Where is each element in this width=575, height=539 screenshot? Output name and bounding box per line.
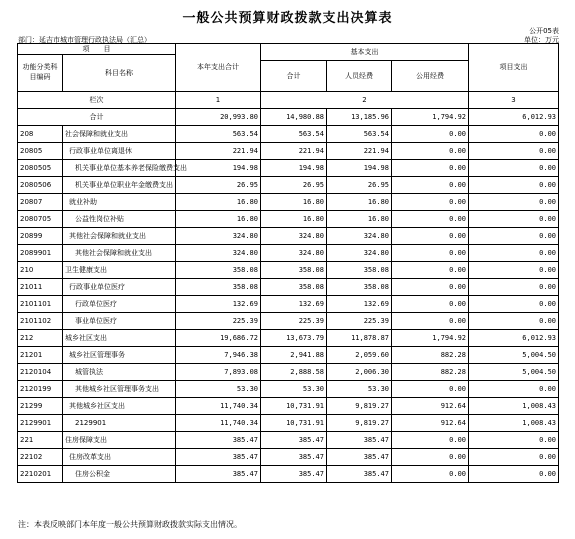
header-item: 项 目 (18, 44, 176, 55)
table-row (18, 211, 559, 228)
table-row (18, 160, 559, 177)
row-basic-total: 132.69 (261, 296, 327, 313)
row-basic-total: 324.80 (261, 245, 327, 262)
footnote: 注：本表反映部门本年度一般公共预算财政拨款实际支出情况。 (18, 520, 242, 529)
row-project: 0.00 (469, 126, 559, 143)
row-code: 20807 (18, 194, 63, 211)
header-basic: 基本支出 (261, 44, 469, 61)
row-name: 行政单位医疗 (63, 296, 176, 313)
table-row (18, 432, 559, 449)
row-project: 5,004.50 (469, 347, 559, 364)
row-personnel: 324.80 (327, 228, 392, 245)
page-title: 一般公共预算财政拨款支出决算表 (182, 11, 393, 26)
row-code: 22102 (18, 449, 63, 466)
table-row (18, 245, 559, 262)
row-public: 0.00 (392, 177, 469, 194)
row-public: 0.00 (392, 279, 469, 296)
total-public-cell: 1,794.92 (392, 109, 469, 126)
row-project: 0.00 (469, 194, 559, 211)
row-basic-total: 16.80 (261, 211, 327, 228)
col-3: 3 (469, 92, 559, 109)
header-public: 公用经费 (392, 61, 469, 92)
row-total: 7,946.38 (176, 347, 261, 364)
table-row (18, 364, 559, 381)
row-basic-total: 2,888.58 (261, 364, 327, 381)
row-total: 358.08 (176, 279, 261, 296)
row-name: 社会保障和就业支出 (63, 126, 176, 143)
row-personnel: 358.08 (327, 279, 392, 296)
row-public: 912.64 (392, 415, 469, 432)
row-name: 其他城乡社区支出 (63, 398, 176, 415)
row-basic-total: 563.54 (261, 126, 327, 143)
row-name: 城乡社区管理事务 (63, 347, 176, 364)
row-project: 0.00 (469, 449, 559, 466)
row-code: 212 (18, 330, 63, 347)
row-total: 385.47 (176, 449, 261, 466)
row-public: 0.00 (392, 262, 469, 279)
row-total: 19,686.72 (176, 330, 261, 347)
row-public: 0.00 (392, 381, 469, 398)
row-public: 0.00 (392, 228, 469, 245)
row-code: 21011 (18, 279, 63, 296)
total-row (18, 109, 559, 126)
header-personnel: 人员经费 (327, 61, 392, 92)
row-project: 6,012.93 (469, 330, 559, 347)
row-code: 21201 (18, 347, 63, 364)
row-personnel: 16.80 (327, 211, 392, 228)
row-public: 0.00 (392, 296, 469, 313)
row-public: 1,794.92 (392, 330, 469, 347)
row-code: 2120199 (18, 381, 63, 398)
row-public: 0.00 (392, 245, 469, 262)
total-label: 合计 (18, 109, 176, 126)
row-project: 0.00 (469, 228, 559, 245)
table-row (18, 177, 559, 194)
row-name: 住房改革支出 (63, 449, 176, 466)
table-row (18, 381, 559, 398)
table-row (18, 279, 559, 296)
row-project: 0.00 (469, 279, 559, 296)
row-code: 221 (18, 432, 63, 449)
row-code: 20805 (18, 143, 63, 160)
row-project: 0.00 (469, 432, 559, 449)
row-total: 385.47 (176, 432, 261, 449)
row-total: 26.95 (176, 177, 261, 194)
row-code: 2101102 (18, 313, 63, 330)
row-project: 0.00 (469, 313, 559, 330)
row-basic-total: 221.94 (261, 143, 327, 160)
row-name: 行政事业单位医疗 (63, 279, 176, 296)
row-code: 2080505 (18, 160, 63, 177)
row-public: 0.00 (392, 432, 469, 449)
row-total: 385.47 (176, 466, 261, 483)
table-row (18, 143, 559, 160)
row-name: 住房保障支出 (63, 432, 176, 449)
row-total: 53.30 (176, 381, 261, 398)
row-basic-total: 2,941.88 (261, 347, 327, 364)
row-total: 563.54 (176, 126, 261, 143)
row-public: 882.28 (392, 364, 469, 381)
table-row (18, 262, 559, 279)
row-name: 2129901 (63, 415, 176, 432)
header-subject-name: 科目名称 (63, 55, 176, 92)
row-code: 2080506 (18, 177, 63, 194)
row-personnel: 225.39 (327, 313, 392, 330)
row-personnel: 26.95 (327, 177, 392, 194)
row-name: 公益性岗位补贴 (63, 211, 176, 228)
row-personnel: 385.47 (327, 466, 392, 483)
row-code: 20899 (18, 228, 63, 245)
row-personnel: 16.80 (327, 194, 392, 211)
table-row (18, 126, 559, 143)
row-basic-total: 194.98 (261, 160, 327, 177)
row-project: 1,008.43 (469, 398, 559, 415)
row-project: 0.00 (469, 381, 559, 398)
row-basic-total: 385.47 (261, 466, 327, 483)
row-name: 城乡社区支出 (63, 330, 176, 347)
total-cell: 20,993.80 (176, 109, 261, 126)
row-project: 0.00 (469, 177, 559, 194)
row-basic-total: 358.08 (261, 279, 327, 296)
department-label: 部门：延吉市城市管理行政执法局（汇总） (18, 36, 151, 44)
table-number: 公开05表 (529, 27, 559, 35)
row-project: 5,004.50 (469, 364, 559, 381)
row-code: 208 (18, 126, 63, 143)
row-project: 0.00 (469, 466, 559, 483)
row-total: 324.80 (176, 228, 261, 245)
table-row (18, 228, 559, 245)
unit-label: 单位：万元 (524, 36, 559, 44)
row-basic-total: 324.80 (261, 228, 327, 245)
row-basic-total: 13,673.79 (261, 330, 327, 347)
row-personnel: 53.30 (327, 381, 392, 398)
table-row (18, 313, 559, 330)
expenditure-table (17, 43, 559, 483)
row-project: 0.00 (469, 296, 559, 313)
row-basic-total: 358.08 (261, 262, 327, 279)
row-code: 2101101 (18, 296, 63, 313)
row-total: 11,740.34 (176, 415, 261, 432)
row-code: 2129901 (18, 415, 63, 432)
row-name: 城管执法 (63, 364, 176, 381)
row-basic-total: 26.95 (261, 177, 327, 194)
row-personnel: 9,819.27 (327, 415, 392, 432)
row-total: 225.39 (176, 313, 261, 330)
row-code: 210 (18, 262, 63, 279)
row-project: 0.00 (469, 211, 559, 228)
row-project: 1,008.43 (469, 415, 559, 432)
row-name: 机关事业单位职业年金缴费支出 (63, 177, 176, 194)
col-1: 1 (176, 92, 261, 109)
row-total: 324.80 (176, 245, 261, 262)
total-project-cell: 6,012.93 (469, 109, 559, 126)
row-basic-total: 225.39 (261, 313, 327, 330)
table-row (18, 466, 559, 483)
row-code: 21299 (18, 398, 63, 415)
row-code: 2089901 (18, 245, 63, 262)
row-basic-total: 53.30 (261, 381, 327, 398)
row-code: 2080705 (18, 211, 63, 228)
row-public: 0.00 (392, 126, 469, 143)
row-name: 机关事业单位基本养老保险缴费支出 (63, 160, 176, 177)
row-personnel: 563.54 (327, 126, 392, 143)
row-project: 0.00 (469, 160, 559, 177)
row-total: 221.94 (176, 143, 261, 160)
total-basic-cell: 14,980.88 (261, 109, 327, 126)
table-row (18, 449, 559, 466)
row-personnel: 221.94 (327, 143, 392, 160)
row-total: 194.98 (176, 160, 261, 177)
row-public: 0.00 (392, 466, 469, 483)
header-func-code: 功能分类科目编码 (18, 55, 63, 92)
col-label: 栏次 (18, 92, 176, 109)
row-public: 882.28 (392, 347, 469, 364)
row-public: 0.00 (392, 194, 469, 211)
row-personnel: 2,059.60 (327, 347, 392, 364)
row-basic-total: 10,731.91 (261, 415, 327, 432)
table-row (18, 194, 559, 211)
row-basic-total: 16.80 (261, 194, 327, 211)
row-public: 0.00 (392, 143, 469, 160)
row-total: 132.69 (176, 296, 261, 313)
row-code: 2210201 (18, 466, 63, 483)
row-name: 其他社会保障和就业支出 (63, 228, 176, 245)
table-row (18, 415, 559, 432)
total-personnel-cell: 13,185.96 (327, 109, 392, 126)
row-total: 11,740.34 (176, 398, 261, 415)
row-name: 卫生健康支出 (63, 262, 176, 279)
row-name: 住房公积金 (63, 466, 176, 483)
row-basic-total: 10,731.91 (261, 398, 327, 415)
row-personnel: 194.98 (327, 160, 392, 177)
row-personnel: 132.69 (327, 296, 392, 313)
table-row (18, 296, 559, 313)
row-total: 16.80 (176, 211, 261, 228)
row-public: 0.00 (392, 211, 469, 228)
header-project: 项目支出 (469, 44, 559, 92)
row-public: 0.00 (392, 313, 469, 330)
row-name: 事业单位医疗 (63, 313, 176, 330)
row-basic-total: 385.47 (261, 432, 327, 449)
row-personnel: 385.47 (327, 432, 392, 449)
table-row (18, 347, 559, 364)
row-public: 912.64 (392, 398, 469, 415)
row-name: 就业补助 (63, 194, 176, 211)
row-personnel: 11,878.87 (327, 330, 392, 347)
row-total: 358.08 (176, 262, 261, 279)
row-personnel: 385.47 (327, 449, 392, 466)
row-public: 0.00 (392, 160, 469, 177)
row-personnel: 2,006.30 (327, 364, 392, 381)
row-total: 16.80 (176, 194, 261, 211)
row-personnel: 9,819.27 (327, 398, 392, 415)
header-basic-total: 合计 (261, 61, 327, 92)
row-basic-total: 385.47 (261, 449, 327, 466)
col-2: 2 (261, 92, 469, 109)
row-code: 2120104 (18, 364, 63, 381)
table-row (18, 398, 559, 415)
table-row (18, 330, 559, 347)
row-name: 行政事业单位离退休 (63, 143, 176, 160)
row-name: 其他城乡社区管理事务支出 (63, 381, 176, 398)
row-project: 0.00 (469, 245, 559, 262)
header-total: 本年支出合计 (176, 44, 261, 92)
row-personnel: 324.80 (327, 245, 392, 262)
row-name: 其他社会保障和就业支出 (63, 245, 176, 262)
row-project: 0.00 (469, 262, 559, 279)
row-total: 7,893.08 (176, 364, 261, 381)
row-project: 0.00 (469, 143, 559, 160)
row-public: 0.00 (392, 449, 469, 466)
row-personnel: 358.08 (327, 262, 392, 279)
